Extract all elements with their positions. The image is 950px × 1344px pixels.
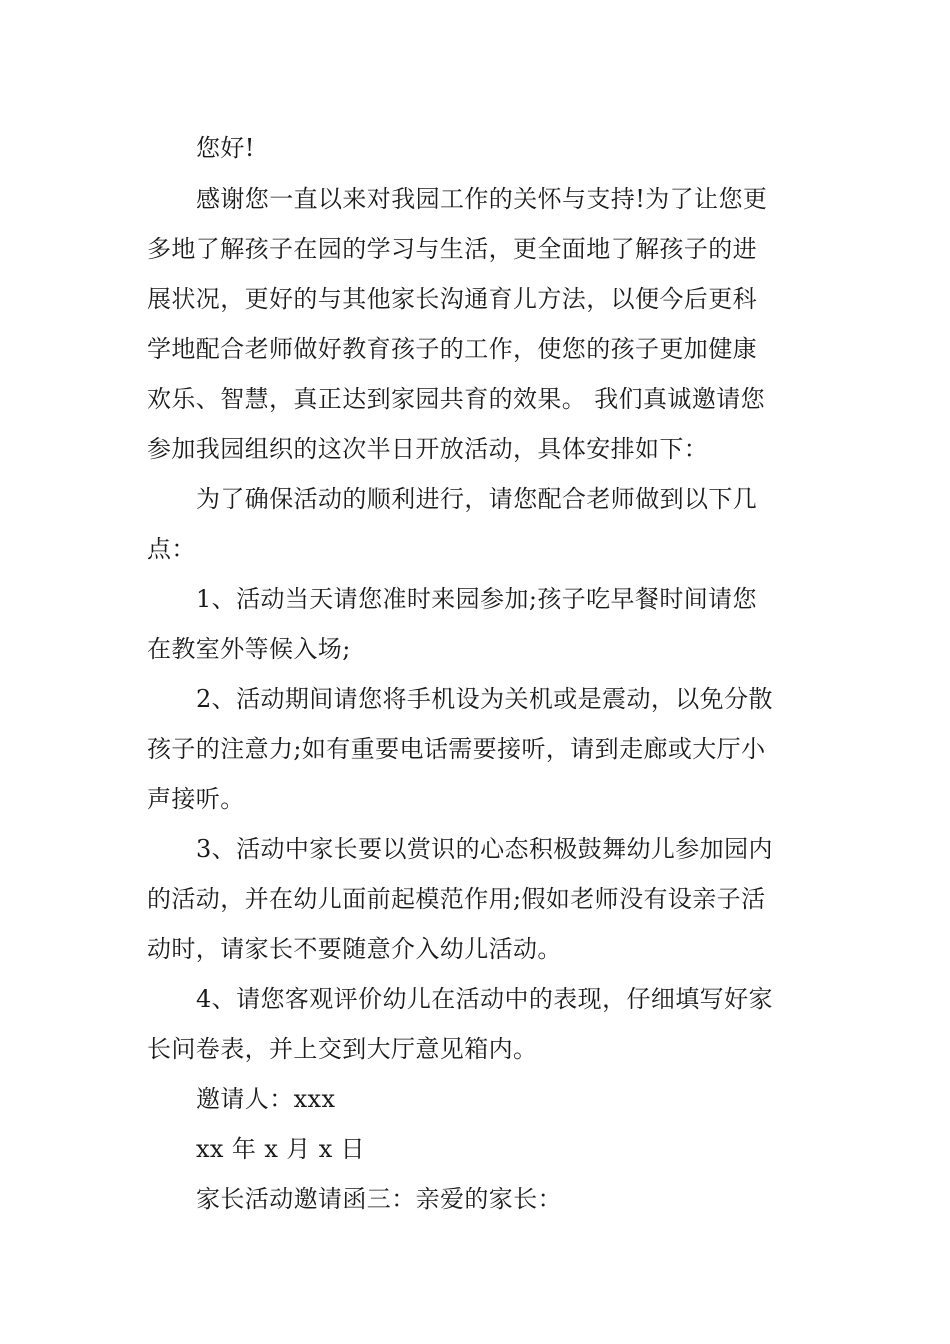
paragraph-line: 感谢您一直以来对我园工作的关怀与支持!为了让您更 — [196, 185, 768, 213]
list-item-3-line: 的活动，并在幼儿面前起模范作用;假如老师没有设亲子活 — [147, 885, 766, 913]
list-item-1-line: 在教室外等候入场; — [147, 635, 351, 663]
inviter-signature: 邀请人：xxx — [196, 1085, 336, 1113]
next-letter-title: 家长活动邀请函三：亲爱的家长： — [196, 1185, 562, 1213]
list-item-2-line: 孩子的注意力;如有重要电话需要接听，请到走廊或大厅小 — [147, 735, 766, 763]
list-item-1-line: 1、活动当天请您准时来园参加;孩子吃早餐时间请您 — [196, 585, 757, 613]
list-item-3-line: 动时，请家长不要随意介入幼儿活动。 — [147, 935, 562, 963]
paragraph-line: 学地配合老师做好教育孩子的工作，使您的孩子更加健康 — [147, 335, 757, 363]
list-item-2-line: 2、活动期间请您将手机设为关机或是震动，以免分散 — [196, 685, 773, 713]
list-item-4-line: 长问卷表，并上交到大厅意见箱内。 — [147, 1035, 538, 1063]
paragraph-line: 多地了解孩子在园的学习与生活，更全面地了解孩子的进 — [147, 235, 757, 263]
paragraph-line: 点： — [147, 535, 196, 563]
paragraph-line: 欢乐、智慧，真正达到家园共育的效果。 我们真诚邀请您 — [147, 385, 766, 413]
list-item-3-line: 3、活动中家长要以赏识的心态积极鼓舞幼儿参加园内 — [196, 835, 773, 863]
paragraph-line: 展状况，更好的与其他家长沟通育儿方法，以便今后更科 — [147, 285, 757, 313]
paragraph-line: 参加我园组织的这次半日开放活动，具体安排如下： — [147, 435, 709, 463]
greeting: 您好! — [196, 134, 255, 162]
list-item-4-line: 4、请您客观评价幼儿在活动中的表现，仔细填写好家 — [196, 985, 773, 1013]
date-line: xx 年 x 月 x 日 — [196, 1135, 366, 1163]
list-item-2-line: 声接听。 — [147, 785, 245, 813]
paragraph-line: 为了确保活动的顺利进行，请您配合老师做到以下几 — [196, 485, 758, 513]
